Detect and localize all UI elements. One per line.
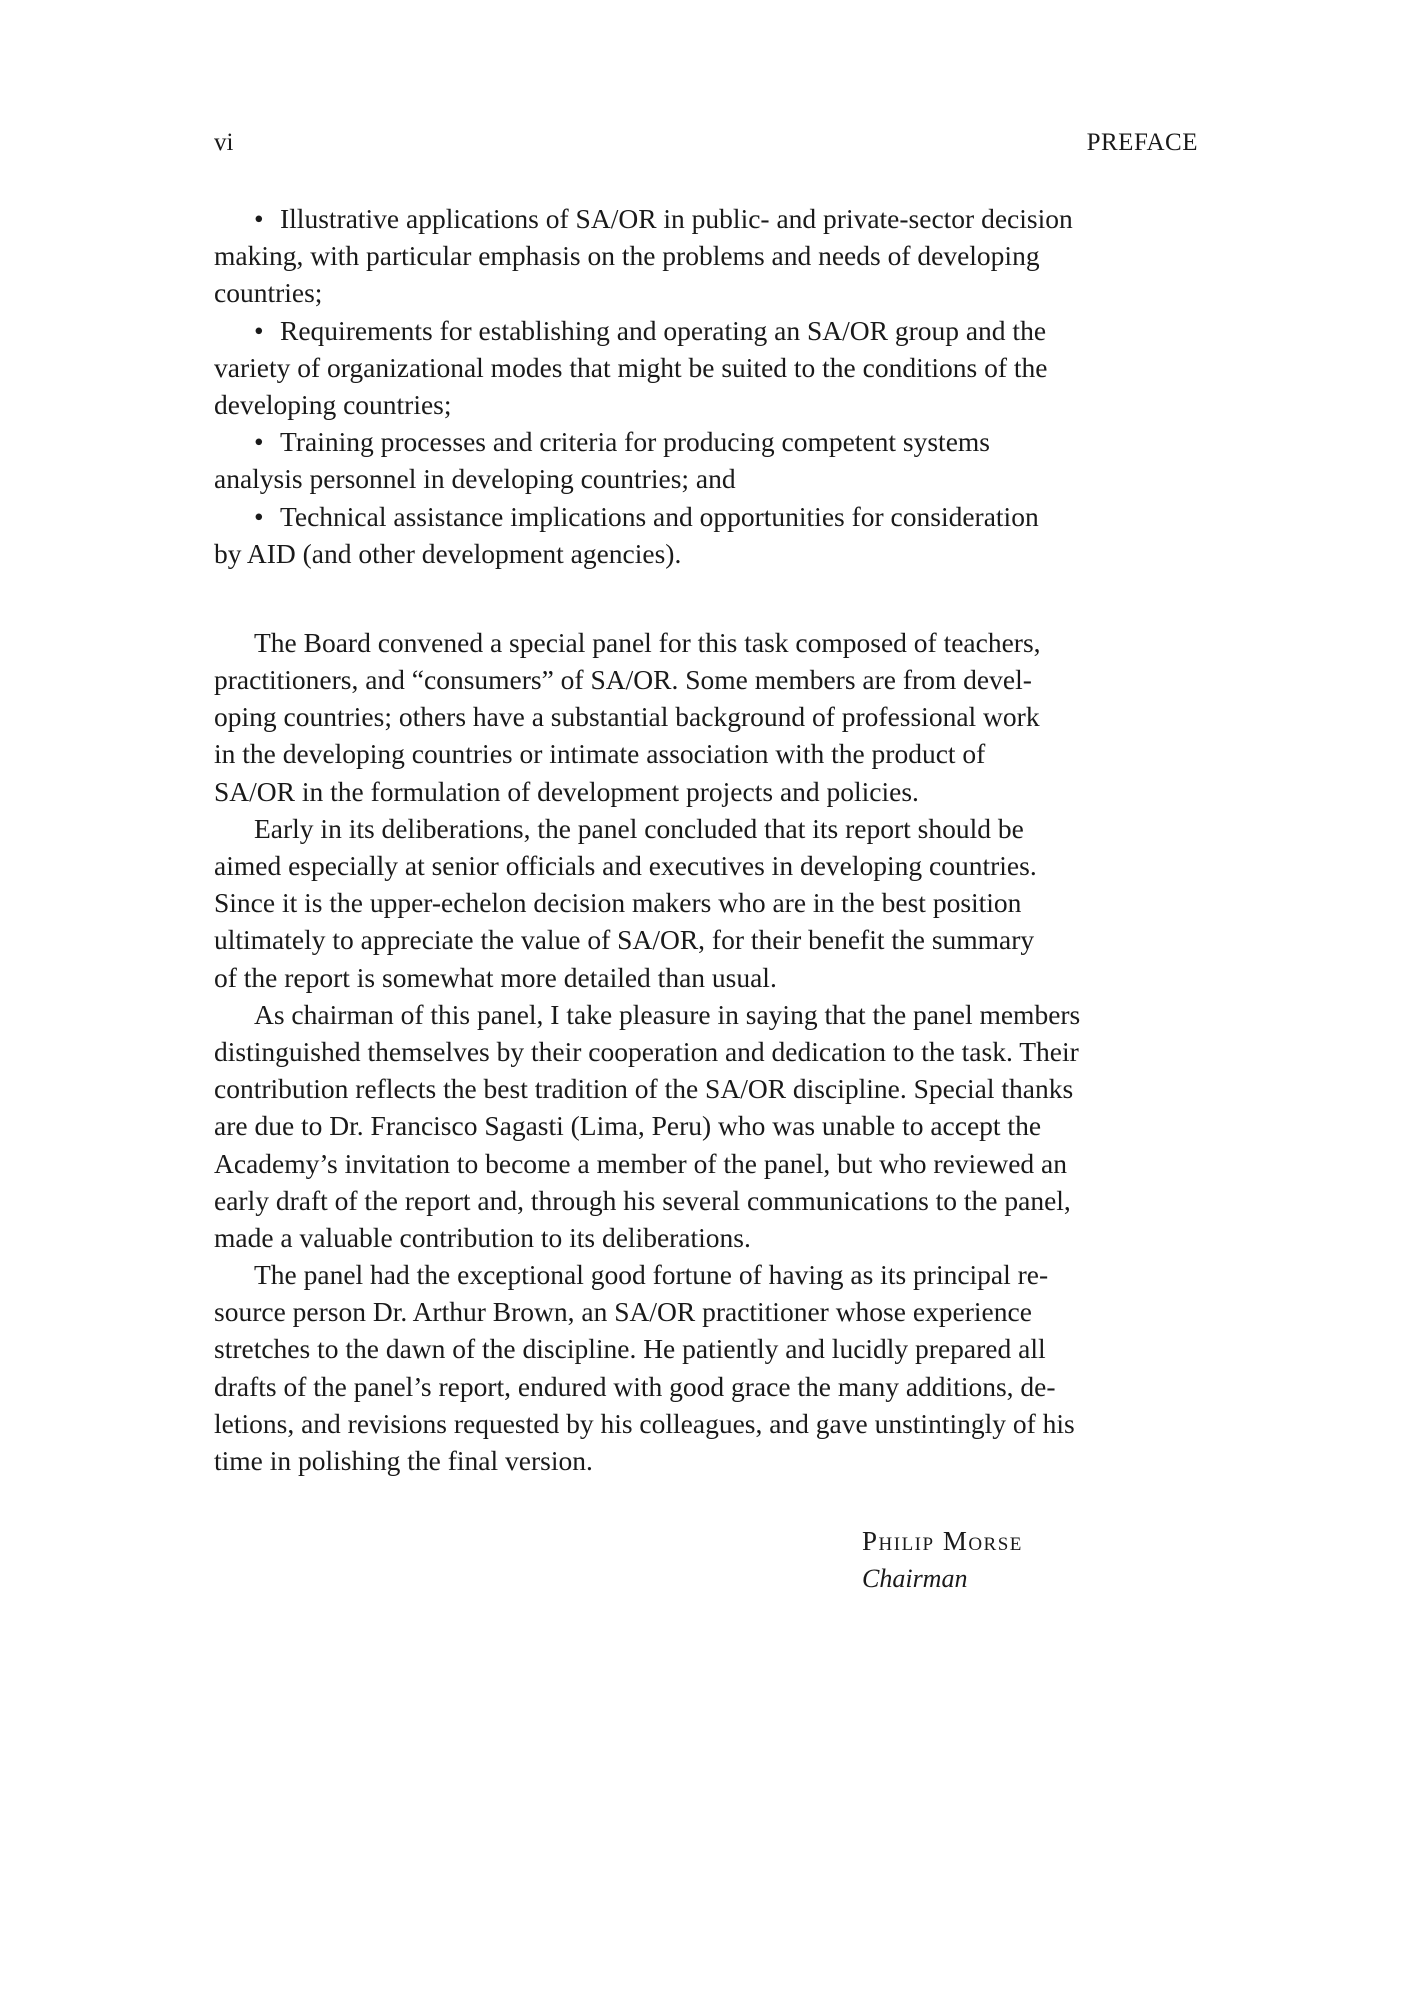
text-line: As chairman of this panel, I take pleasure in saying that the panel members	[254, 998, 1081, 1030]
text-line: variety of organizational modes that might be suited to the conditions of the	[214, 351, 1048, 383]
text-line: drafts of the panel’s report, endured with good grace the many additions, de-	[214, 1370, 1056, 1402]
page-number: vi	[214, 129, 234, 156]
text-line: SA/OR in the formulation of development projects and policies.	[214, 775, 919, 807]
text-line: distinguished themselves by their cooperation and dedication to the task. Their	[214, 1035, 1079, 1067]
text-line: • Training processes and criteria for producing competent systems	[214, 423, 1204, 460]
text-line: of the report is somewhat more detailed than usual.	[214, 961, 777, 993]
text-line: • Technical assistance implications and opportunities for consideration	[214, 498, 1204, 535]
text-line: early draft of the report and, through his several communications to the panel,	[214, 1184, 1071, 1216]
signatory-name: Philip Morse	[862, 1526, 1023, 1556]
bullet-icon: •	[254, 314, 264, 346]
text-line: ultimately to appreciate the value of SA/OR, for their benefit the summary	[214, 924, 1035, 956]
text-line: by AID (and other development agencies).	[214, 537, 682, 569]
text-line: stretches to the dawn of the discipline. He patiently and lucidly prepared all	[214, 1333, 1046, 1365]
text-line: contribution reflects the best tradition of the SA/OR discipline. Special thanks	[214, 1073, 1074, 1105]
bullet-icon: •	[254, 426, 264, 458]
text-line: countries;	[214, 277, 323, 309]
bullet-item	[214, 498, 1204, 572]
text-line: aimed especially at senior officials and executives in developing countries.	[214, 850, 1037, 881]
running-head	[214, 128, 1198, 158]
signature-block	[862, 1522, 1023, 1598]
bullet-item	[214, 312, 1204, 424]
paragraph	[214, 1256, 1204, 1479]
bullet-list	[214, 200, 1204, 572]
body-text	[214, 200, 1204, 1479]
text-line: source person Dr. Arthur Brown, an SA/OR practitioner whose experience	[214, 1296, 1032, 1328]
text-line: are due to Dr. Francisco Sagasti (Lima, Peru) who was unable to accept the	[214, 1110, 1042, 1142]
text-line: developing countries;	[214, 388, 452, 420]
text-line: analysis personnel in developing countries; and	[214, 463, 736, 495]
bullet-icon: •	[254, 203, 264, 234]
bullet-item	[214, 423, 1204, 497]
text-line: The Board convened a special panel for this task composed of teachers,	[254, 626, 1041, 658]
text-line: time in polishing the final version.	[214, 1445, 593, 1476]
paragraph	[214, 810, 1204, 996]
paragraph	[214, 996, 1204, 1256]
text-line: oping countries; others have a substantial background of professional work	[214, 701, 1040, 733]
text-line: practitioners, and “consumers” of SA/OR. Some members are from devel-	[214, 664, 1032, 696]
text-line: • Illustrative applications of SA/OR in public- and private-sector decision	[214, 200, 1204, 237]
text-line: The panel had the exceptional good fortune of having as its principal re-	[254, 1259, 1049, 1291]
text-line: letions, and revisions requested by his colleagues, and gave unstintingly of his	[214, 1407, 1075, 1439]
text-line: Academy’s invitation to become a member of the panel, but who reviewed an	[214, 1147, 1067, 1179]
text-line: • Requirements for establishing and operating an SA/OR group and the	[214, 312, 1204, 349]
text-line: made a valuable contribution to its deliberations.	[214, 1221, 751, 1253]
bullet-icon: •	[254, 500, 264, 532]
bullet-item	[214, 200, 1204, 312]
text-line: making, with particular emphasis on the problems and needs of developing	[214, 240, 1040, 272]
text-line: in the developing countries or intimate association with the product of	[214, 738, 986, 770]
signatory-title: Chairman	[862, 1564, 968, 1593]
text-line: Since it is the upper-echelon decision makers who are in the best position	[214, 887, 1022, 919]
paragraph	[214, 624, 1204, 810]
section-gap	[214, 572, 1204, 624]
section-title: PREFACE	[1086, 129, 1198, 156]
text-line: Early in its deliberations, the panel concluded that its report should be	[254, 812, 1024, 844]
